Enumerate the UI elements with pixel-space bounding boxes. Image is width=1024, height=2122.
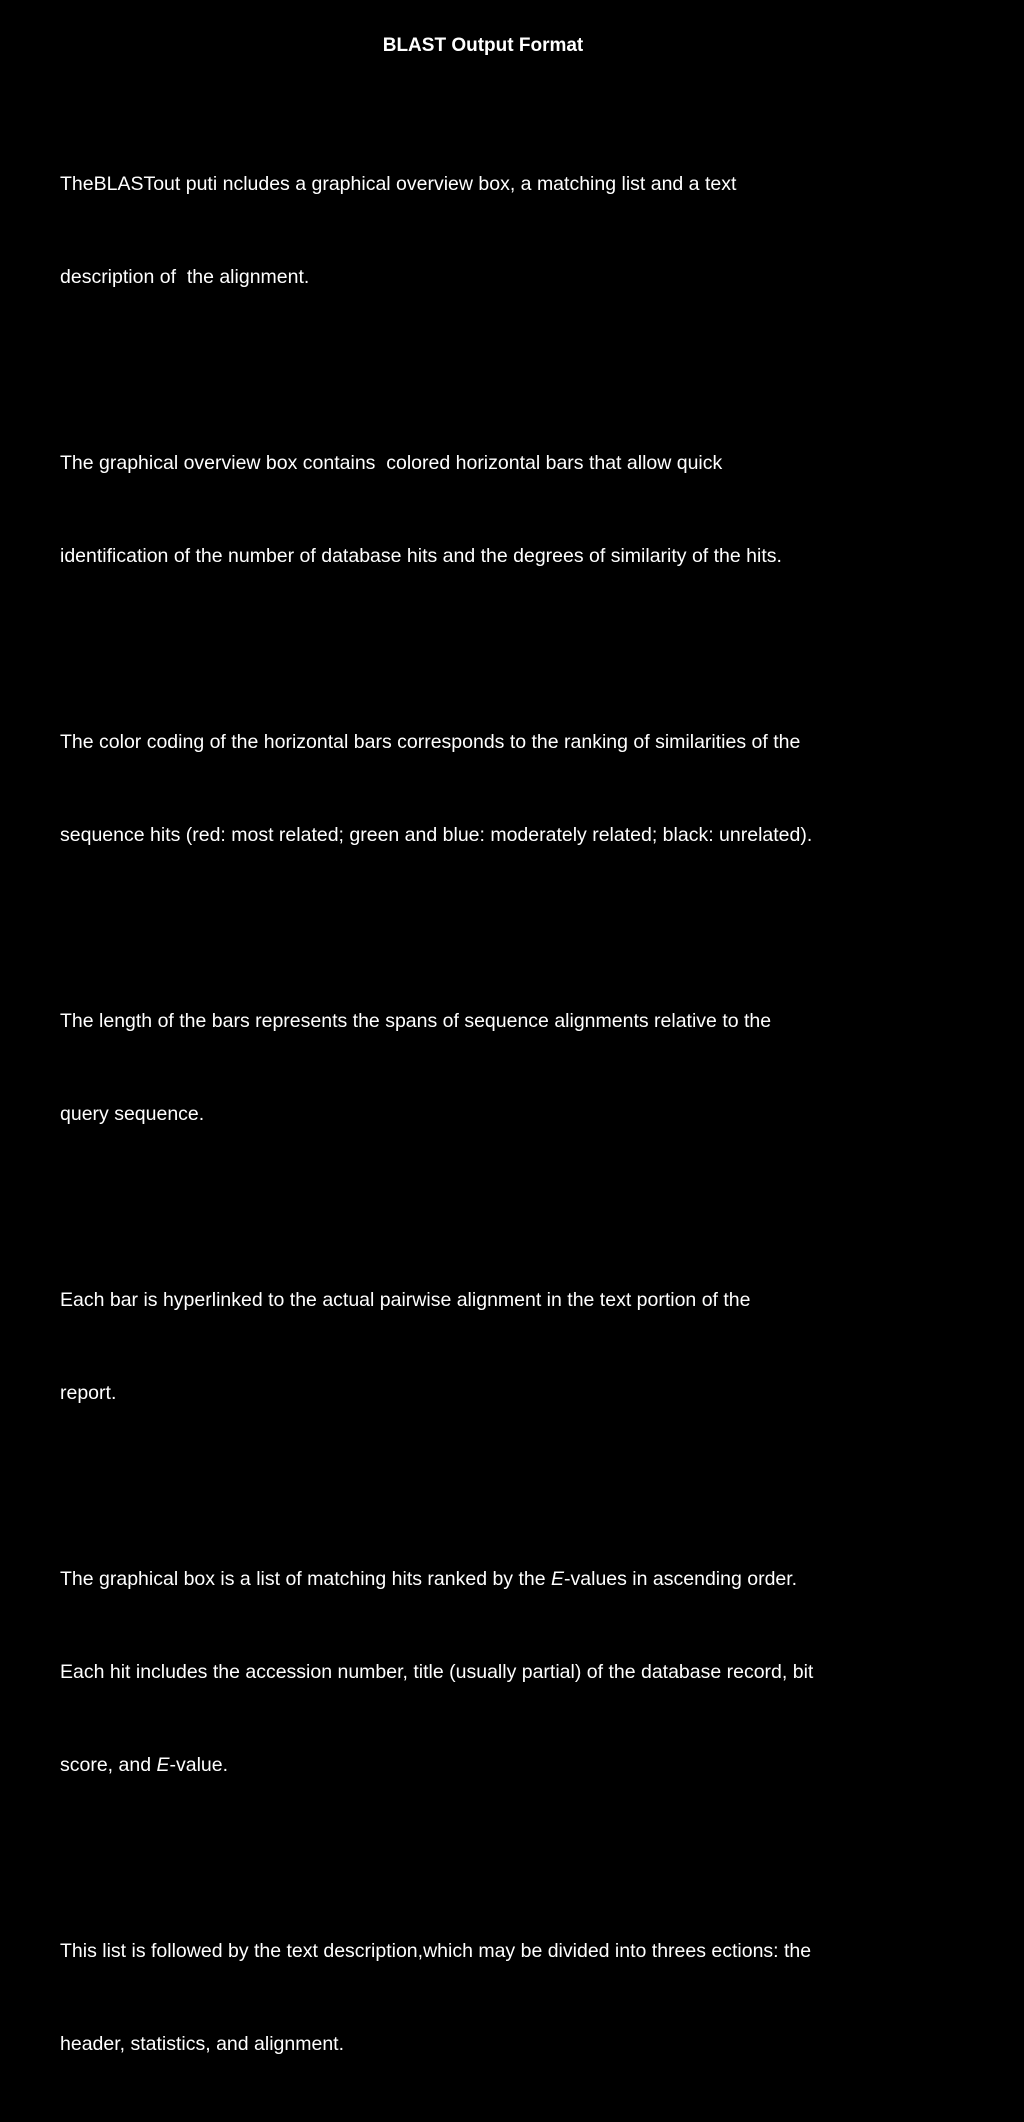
slide-body: [60, 107, 990, 2122]
text-line: description of the alignment.: [60, 266, 310, 288]
text-run: The graphical box is a list of matching hits ranked by the: [60, 1568, 552, 1590]
italic-e: E: [156, 1754, 170, 1776]
text-line: This list is followed by the text description,which may be divided into threes ections: the: [60, 1940, 812, 1962]
text-run: -values in ascending order.: [564, 1568, 798, 1590]
text-line: The color coding of the horizontal bars corresponds to the ranking of similarities of the: [60, 731, 801, 753]
text-line: report.: [60, 1382, 117, 1404]
paragraph-graphical-overview: [60, 386, 990, 634]
paragraph-output-overview: [60, 107, 990, 355]
text-line: [60, 1564, 990, 1595]
text-line: TheBLASTout puti ncludes a graphical overview box, a matching list and a text: [60, 173, 737, 195]
text-run: score, and: [60, 1754, 157, 1776]
text-line: Each hit includes the accession number, title (usually partial) of the database record, bit: [60, 1661, 814, 1683]
paragraph-bar-length: [60, 944, 990, 1192]
text-line: Each bar is hyperlinked to the actual pairwise alignment in the text portion of the: [60, 1289, 751, 1311]
text-line: The graphical overview box contains colored horizontal bars that allow quick: [60, 452, 723, 474]
text-line: header, statistics, and alignment.: [60, 2033, 344, 2055]
text-line: identification of the number of database hits and the degrees of similarity of the hits.: [60, 545, 782, 567]
paragraph-text-description: [60, 1874, 990, 2122]
italic-e: E: [551, 1568, 565, 1590]
paragraph-color-coding: [60, 665, 990, 913]
text-run: -value.: [169, 1754, 229, 1776]
paragraph-matching-hits: [60, 1502, 990, 1843]
text-line: [60, 1750, 990, 1781]
text-line: query sequence.: [60, 1103, 205, 1125]
slide-title: BLAST Output Format: [382, 35, 584, 56]
text-line: sequence hits (red: most related; green and blue: moderately related; black: unrelated).: [60, 824, 813, 846]
text-line: The length of the bars represents the spans of sequence alignments relative to the: [60, 1010, 772, 1032]
paragraph-hyperlinks: [60, 1223, 990, 1471]
